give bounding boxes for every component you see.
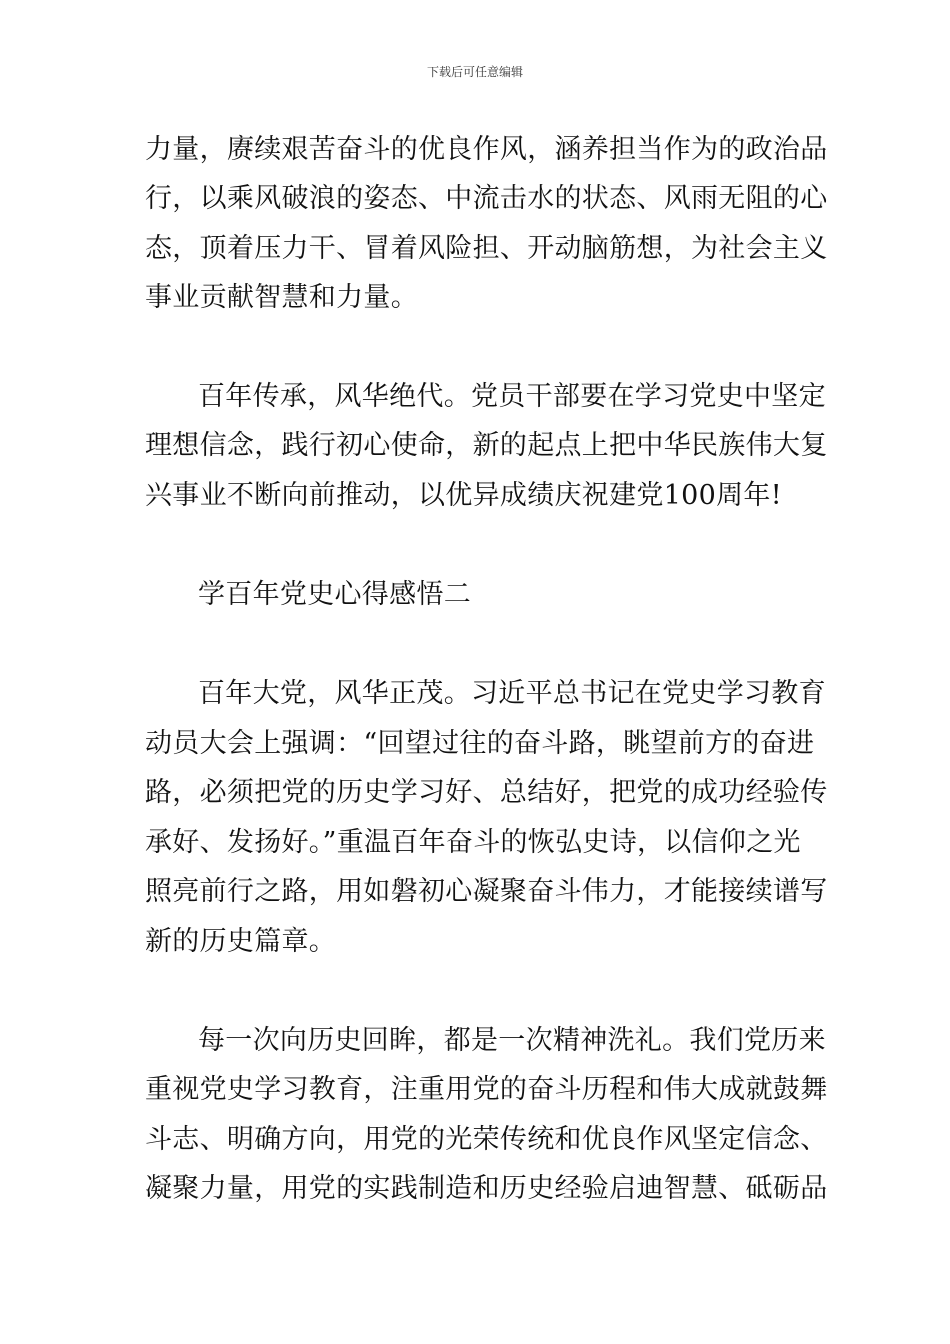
page-header: 下载后可任意编辑 (426, 65, 523, 79)
text-line: 百年传承，风华绝代。党员干部要在学习党史中坚定 (198, 381, 826, 412)
text-line: 斗志、明确方向，用党的光荣传统和优良作风坚定信念、 (145, 1124, 828, 1155)
text-line: 路，必须把党的历史学习好、总结好，把党的成功经验传 (145, 777, 828, 808)
text-line: 兴事业不断向前推动，以优异成绩庆祝建党100周年! (145, 480, 782, 511)
section-heading: 学百年党史心得感悟二 (198, 579, 471, 610)
text-line: 力量，赓续艰苦奋斗的优良作风，涵养担当作为的政治品 (145, 134, 828, 165)
text-line: 凝聚力量，用党的实践制造和历史经验启迪智慧、砥砺品 (145, 1173, 828, 1204)
text-line: 行，以乘风破浪的姿态、中流击水的状态、风雨无阻的心 (145, 183, 828, 214)
text-line: 照亮前行之路，用如磐初心凝聚奋斗伟力，才能接续谱写 (145, 876, 828, 907)
text-line: 新的历史篇章。 (145, 926, 337, 957)
text-line: 动员大会上强调：“回望过往的奋斗路，眺望前方的奋进 (145, 728, 815, 759)
text-line: 理想信念，践行初心使命，新的起点上把中华民族伟大复 (145, 430, 828, 461)
text-line: 态，顶着压力干、冒着风险担、开动脑筋想，为社会主义 (145, 233, 828, 264)
text-line: 百年大党，风华正茂。习近平总书记在党史学习教育 (198, 678, 826, 709)
text-line: 事业贡献智慧和力量。 (145, 282, 418, 313)
text-line: 承好、发扬好。”重温百年奋斗的恢弘史诗，以信仰之光 (145, 827, 801, 858)
text-line: 每一次向历史回眸，都是一次精神洗礼。我们党历来 (198, 1025, 826, 1056)
text-line: 重视党史学习教育，注重用党的奋斗历程和伟大成就鼓舞 (145, 1074, 828, 1105)
